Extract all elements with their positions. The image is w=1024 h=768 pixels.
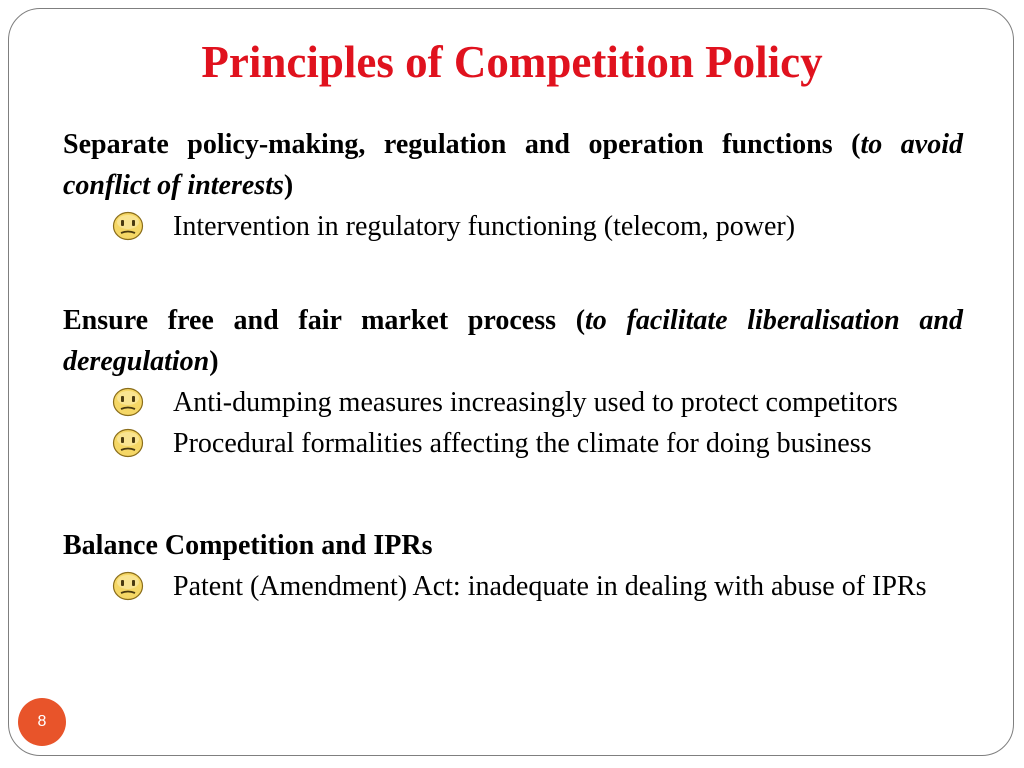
section-heading: Separate policy-making, regulation and operation functions (to avoid conflict of interests) — [63, 129, 963, 201]
bullet-item — [63, 206, 963, 247]
bullet-text: Procedural formalities affecting the climate for doing business — [173, 428, 872, 459]
bullet-text: Patent (Amendment) Act: inadequate in dealing with abuse of IPRs — [173, 571, 927, 602]
page-number-badge: 8 — [18, 698, 66, 746]
section-heading: Ensure free and fair market process (to facilitate liberalisation and deregulation) — [63, 305, 963, 377]
slide-title: Principles of Competition Policy — [201, 37, 823, 87]
bullet-item — [63, 423, 963, 464]
heading-text: Separate policy-making, regulation and operation functions — [63, 129, 833, 160]
bullet-item — [63, 382, 963, 423]
heading-note: to avoid conflict of interests — [63, 129, 963, 201]
bullet-text: Anti-dumping measures increasingly used to protect competitors — [173, 387, 898, 418]
slide-content — [63, 124, 963, 607]
heading-text: Balance Competition and IPRs — [63, 530, 433, 561]
worried-face-icon — [112, 571, 144, 601]
bullet-text: Intervention in regulatory functioning (telecom, power) — [173, 211, 796, 242]
worried-face-icon — [112, 428, 144, 458]
heading-text: Ensure free and fair market process — [63, 305, 557, 336]
heading-note: to facilitate liberalisation and deregulation — [63, 305, 963, 377]
bullet-item — [63, 566, 963, 607]
worried-face-icon — [112, 387, 144, 417]
section-heading — [63, 525, 963, 566]
worried-face-icon — [112, 211, 144, 241]
